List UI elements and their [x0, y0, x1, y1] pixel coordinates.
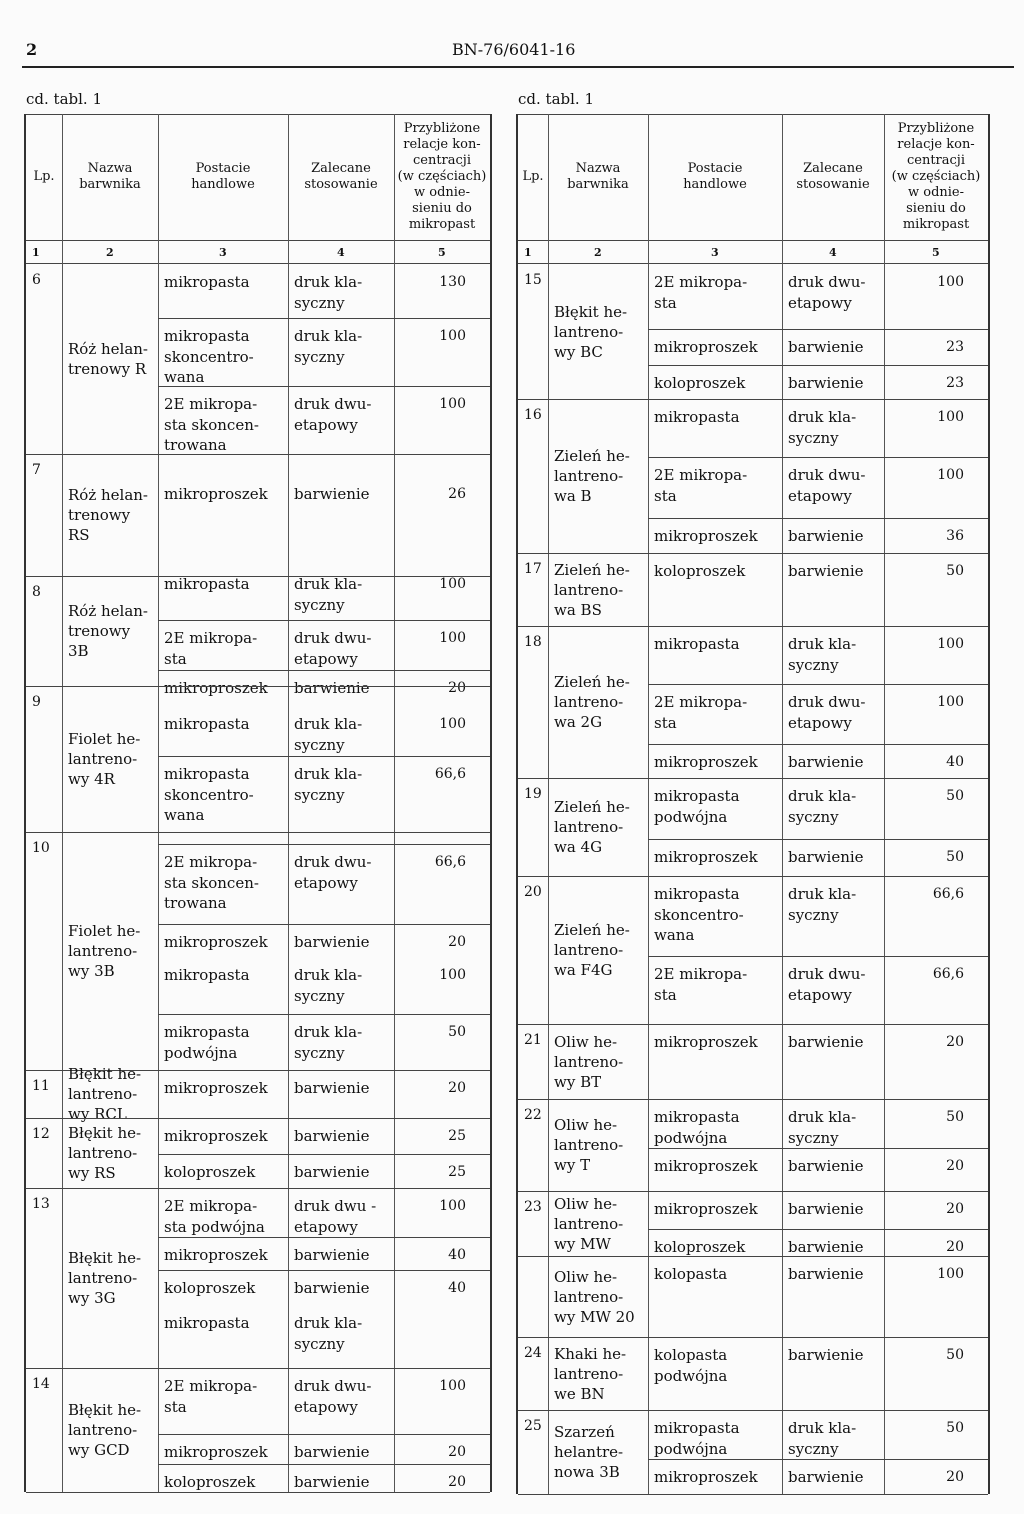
row-separator — [648, 744, 988, 745]
header-cell — [648, 114, 782, 240]
commercial-form: mikropasta skoncentro- wana — [164, 327, 254, 386]
concentration-value: 20 — [448, 934, 466, 950]
row-number: 7 — [32, 462, 41, 478]
concentration-value: 50 — [946, 788, 964, 804]
group-separator — [518, 1191, 988, 1192]
row-separator — [648, 518, 988, 519]
header-cell-text: Przybliżone relacje kon- centracji (w częściach) w odnie- sieniu do mikropast — [891, 121, 981, 232]
row-separator — [648, 839, 988, 840]
recommended-use: barwienie — [788, 338, 864, 356]
row-number: 25 — [524, 1418, 542, 1434]
column-divider — [782, 264, 783, 1494]
commercial-form: mikroproszek — [654, 1157, 758, 1175]
dye-name: Zieleń he- lantreno- wa F4G — [554, 921, 630, 979]
column-number: 4 — [337, 246, 345, 259]
row-separator — [158, 1434, 490, 1435]
concentration-value: 20 — [946, 1469, 964, 1485]
header-cell — [394, 114, 490, 240]
recommended-use: barwienie — [788, 562, 864, 580]
commercial-form: 2E mikropa- sta — [654, 466, 748, 505]
commercial-form: mikropasta podwójna — [164, 1023, 250, 1062]
commercial-form: 2E mikropa- sta skoncen- trowana — [164, 853, 259, 912]
header-cell — [518, 114, 548, 240]
group-separator — [26, 1188, 490, 1189]
concentration-value: 20 — [448, 1474, 466, 1490]
recommended-use: barwienie — [294, 933, 370, 951]
header-column-divider — [648, 114, 649, 264]
group-separator — [518, 1024, 988, 1025]
concentration-value: 130 — [439, 274, 466, 290]
group-separator — [518, 1256, 988, 1257]
header-column-divider — [782, 114, 783, 264]
commercial-form: mikropasta podwójna — [654, 787, 740, 826]
row-separator — [648, 1459, 988, 1460]
concentration-value: 20 — [946, 1239, 964, 1255]
dye-name: Fiolet he- lantreno- wy 4R — [68, 730, 141, 788]
recommended-use: barwienie — [788, 1468, 864, 1486]
row-separator — [158, 1270, 490, 1271]
header-cell-text: Lp. — [33, 169, 55, 184]
commercial-form: mikropasta — [654, 635, 740, 653]
recommended-use: druk kla- syczny — [294, 273, 363, 312]
commercial-form: mikroproszek — [654, 1200, 758, 1218]
row-number: 19 — [524, 786, 542, 802]
concentration-value: 40 — [448, 1247, 466, 1263]
commercial-form: mikroproszek — [164, 1443, 268, 1461]
column-divider — [648, 264, 649, 1494]
recommended-use: druk dwu - etapowy — [294, 1197, 377, 1236]
header-cell — [26, 114, 62, 240]
commercial-form: mikropasta — [164, 1314, 250, 1332]
commercial-form: mikroproszek — [164, 679, 268, 697]
column-number: 2 — [106, 246, 114, 259]
commercial-form: 2E mikropa- sta — [654, 273, 748, 312]
recommended-use: druk kla- syczny — [294, 715, 363, 754]
row-number: 21 — [524, 1032, 542, 1048]
commercial-form: 2E mikropa- sta — [164, 629, 258, 668]
concentration-value: 100 — [937, 409, 964, 425]
commercial-form: mikroproszek — [654, 1033, 758, 1051]
concentration-value: 20 — [448, 680, 466, 696]
recommended-use: barwienie — [788, 753, 864, 771]
concentration-value: 100 — [937, 694, 964, 710]
header-cell-text: Postacie handlowe — [191, 161, 255, 192]
recommended-use: druk dwu- etapowy — [788, 273, 866, 312]
row-separator — [158, 620, 490, 621]
recommended-use: barwienie — [294, 679, 370, 697]
recommended-use: druk kla- syczny — [788, 885, 857, 924]
recommended-use: druk kla- syczny — [294, 327, 363, 366]
recommended-use: druk dwu- etapowy — [294, 395, 372, 434]
header-column-divider — [288, 114, 289, 264]
header-column-divider — [158, 114, 159, 264]
commercial-form: mikroproszek — [164, 485, 268, 503]
group-separator — [518, 876, 988, 877]
concentration-value: 50 — [946, 849, 964, 865]
dye-name: Błękit he- lantreno- wy RCL — [68, 1065, 142, 1123]
column-number: 1 — [524, 246, 532, 259]
group-separator — [518, 778, 988, 779]
recommended-use: barwienie — [788, 1157, 864, 1175]
commercial-form: mikropasta — [164, 273, 250, 291]
dye-name: Róż helan- trenowy RS — [68, 486, 149, 544]
header-rule — [22, 66, 1014, 68]
commercial-form: mikroproszek — [654, 753, 758, 771]
commercial-form: mikropasta skoncentro- wana — [164, 765, 254, 824]
group-separator — [26, 1118, 490, 1119]
row-separator — [648, 1229, 988, 1230]
row-number: 17 — [524, 561, 542, 577]
commercial-form: kolopasta — [654, 1265, 728, 1283]
concentration-value: 20 — [946, 1158, 964, 1174]
row-number: 14 — [32, 1376, 50, 1392]
row-number: 22 — [524, 1107, 542, 1123]
header-cell-text: Nazwa barwnika — [567, 161, 629, 192]
concentration-value: 100 — [439, 630, 466, 646]
recommended-use: barwienie — [294, 485, 370, 503]
recommended-use: barwienie — [294, 1127, 370, 1145]
row-separator — [158, 670, 490, 671]
dye-name: Błękit he- lantreno- wy BC — [554, 303, 628, 361]
commercial-form: 2E mikropa- sta — [654, 693, 748, 732]
group-separator — [26, 454, 490, 455]
row-number: 6 — [32, 272, 41, 288]
recommended-use: barwienie — [788, 1265, 864, 1283]
row-number: 24 — [524, 1345, 542, 1361]
recommended-use: barwienie — [294, 1473, 370, 1491]
recommended-use: barwienie — [788, 1033, 864, 1051]
header-cell-text: Zalecane stosowanie — [796, 161, 870, 192]
recommended-use: druk kla- syczny — [294, 966, 363, 1005]
row-separator — [158, 924, 490, 925]
concentration-value: 36 — [946, 528, 964, 544]
commercial-form: mikropasta — [654, 408, 740, 426]
header-cell — [548, 114, 648, 240]
concentration-value: 100 — [937, 636, 964, 652]
column-divider — [394, 264, 395, 1492]
recommended-use: barwienie — [788, 527, 864, 545]
commercial-form: mikroproszek — [654, 338, 758, 356]
concentration-value: 66,6 — [932, 886, 964, 902]
table-bottom-rule — [26, 1492, 490, 1493]
row-separator — [158, 756, 490, 757]
recommended-use: barwienie — [294, 1163, 370, 1181]
concentration-value: 50 — [448, 1024, 466, 1040]
concentration-value: 100 — [439, 576, 466, 592]
concentration-value: 66,6 — [932, 966, 964, 982]
row-number: 18 — [524, 634, 542, 650]
concentration-value: 20 — [448, 1444, 466, 1460]
recommended-use: druk dwu- etapowy — [788, 693, 866, 732]
dye-name: Róż helan- trenowy R — [68, 340, 149, 378]
row-separator — [648, 365, 988, 366]
recommended-use: druk kla- syczny — [294, 1314, 363, 1353]
commercial-form: mikroproszek — [164, 1246, 268, 1264]
row-separator — [158, 844, 490, 845]
recommended-use: barwienie — [788, 1346, 864, 1364]
row-number: 23 — [524, 1199, 542, 1215]
row-number: 20 — [524, 884, 542, 900]
concentration-value: 100 — [439, 328, 466, 344]
concentration-value: 26 — [448, 486, 466, 502]
header-cell-text: Przybliżone relacje kon- centracji (w częściach) w odnie- sieniu do mikropast — [397, 121, 487, 232]
concentration-value: 50 — [946, 1109, 964, 1125]
column-divider — [62, 264, 63, 1492]
row-separator — [158, 386, 490, 387]
recommended-use: druk dwu- etapowy — [294, 1377, 372, 1416]
commercial-form: mikroproszek — [164, 1127, 268, 1145]
page-number: 2 — [26, 40, 38, 59]
dye-name: Oliw he- lantreno- wy MW 20 — [554, 1268, 635, 1326]
recommended-use: druk kla- syczny — [788, 635, 857, 674]
header-cell-text: Nazwa barwnika — [79, 161, 141, 192]
concentration-value: 23 — [946, 339, 964, 355]
concentration-value: 66,6 — [434, 854, 466, 870]
commercial-form: koloproszek — [164, 1279, 256, 1297]
recommended-use: barwienie — [294, 1279, 370, 1297]
concentration-value: 20 — [946, 1201, 964, 1217]
concentration-value: 25 — [448, 1164, 466, 1180]
concentration-value: 50 — [946, 563, 964, 579]
recommended-use: barwienie — [294, 1079, 370, 1097]
recommended-use: druk dwu- etapowy — [294, 853, 372, 892]
header-cell — [782, 114, 884, 240]
recommended-use: barwienie — [788, 1238, 864, 1256]
column-number: 4 — [829, 246, 837, 259]
concentration-value: 100 — [439, 1378, 466, 1394]
group-separator — [26, 1368, 490, 1369]
column-number: 3 — [219, 246, 227, 259]
row-number: 12 — [32, 1126, 50, 1142]
header-cell — [158, 114, 288, 240]
header-cell — [62, 114, 158, 240]
dye-name: Oliw he- lantreno- wy MW — [554, 1195, 624, 1253]
header-column-divider — [548, 114, 549, 264]
dye-name: Zieleń he- lantreno- wa 4G — [554, 798, 630, 856]
row-number: 15 — [524, 272, 542, 288]
document-id: BN-76/6041-16 — [452, 40, 576, 59]
commercial-form: mikropasta podwójna — [654, 1108, 740, 1147]
recommended-use: barwienie — [294, 1246, 370, 1264]
right-table — [516, 114, 990, 1494]
commercial-form: koloproszek — [164, 1163, 256, 1181]
concentration-value: 100 — [439, 967, 466, 983]
dye-name: Zieleń he- lantreno- wa B — [554, 447, 630, 505]
row-number: 13 — [32, 1196, 50, 1212]
concentration-value: 50 — [946, 1347, 964, 1363]
recommended-use: druk dwu- etapowy — [294, 629, 372, 668]
header-cell-text: Zalecane stosowanie — [304, 161, 378, 192]
recommended-use: druk kla- syczny — [788, 787, 857, 826]
recommended-use: druk dwu- etapowy — [788, 466, 866, 505]
commercial-form: 2E mikropa- sta podwójna — [164, 1197, 265, 1236]
recommended-use: barwienie — [788, 1200, 864, 1218]
commercial-form: mikropasta skoncentro- wana — [654, 885, 744, 944]
row-number: 8 — [32, 584, 41, 600]
recommended-use: barwienie — [788, 848, 864, 866]
commercial-form: mikroproszek — [164, 1079, 268, 1097]
column-number-row — [518, 240, 988, 264]
dye-name: Oliw he- lantreno- wy T — [554, 1116, 624, 1174]
concentration-value: 100 — [439, 716, 466, 732]
recommended-use: druk kla- syczny — [294, 765, 363, 804]
row-number: 10 — [32, 840, 50, 856]
header-column-divider — [62, 114, 63, 264]
recommended-use: barwienie — [788, 374, 864, 392]
row-number: 11 — [32, 1078, 50, 1094]
recommended-use: druk kla- syczny — [788, 1419, 857, 1458]
table-bottom-rule — [518, 1494, 988, 1495]
group-separator — [518, 553, 988, 554]
column-number: 5 — [932, 246, 940, 259]
group-separator — [518, 1410, 988, 1411]
commercial-form: mikroproszek — [164, 933, 268, 951]
concentration-value: 40 — [946, 754, 964, 770]
recommended-use: druk kla- syczny — [788, 408, 857, 447]
dye-name: Fiolet he- lantreno- wy 3B — [68, 922, 141, 980]
dye-name: Oliw he- lantreno- wy BT — [554, 1033, 624, 1091]
group-separator — [26, 686, 490, 687]
row-separator — [648, 457, 988, 458]
commercial-form: 2E mikropa- sta skoncen- trowana — [164, 395, 259, 454]
commercial-form: mikroproszek — [654, 1468, 758, 1486]
concentration-value: 40 — [448, 1280, 466, 1296]
commercial-form: 2E mikropa- sta — [654, 965, 748, 1004]
dye-name: Błękit he- lantreno- wy GCD — [68, 1401, 142, 1459]
row-separator — [648, 956, 988, 957]
dye-name: Szarzeń helantre- nowa 3B — [554, 1423, 624, 1481]
row-number: 9 — [32, 694, 41, 710]
recommended-use: barwienie — [294, 1443, 370, 1461]
column-number: 3 — [711, 246, 719, 259]
concentration-value: 100 — [439, 396, 466, 412]
row-number: 16 — [524, 407, 542, 423]
header-column-divider — [884, 114, 885, 264]
commercial-form: koloproszek — [164, 1473, 256, 1491]
concentration-value: 20 — [448, 1080, 466, 1096]
dye-name: Khaki he- lantreno- we BN — [554, 1345, 627, 1403]
dye-name: Błękit he- lantreno- wy RS — [68, 1124, 142, 1182]
recommended-use: druk kla- syczny — [788, 1108, 857, 1147]
column-divider — [288, 264, 289, 1492]
column-divider — [884, 264, 885, 1494]
group-separator — [518, 1337, 988, 1338]
dye-name: Róż helan- trenowy 3B — [68, 602, 149, 660]
commercial-form: mikropasta podwójna — [654, 1419, 740, 1458]
group-separator — [518, 399, 988, 400]
recommended-use: druk dwu- etapowy — [788, 965, 866, 1004]
row-separator — [158, 1014, 490, 1015]
commercial-form: mikroproszek — [654, 527, 758, 545]
row-separator — [648, 684, 988, 685]
recommended-use: druk kla- syczny — [294, 575, 363, 614]
column-number: 2 — [594, 246, 602, 259]
commercial-form: koloproszek — [654, 1238, 746, 1256]
concentration-value: 100 — [439, 1198, 466, 1214]
concentration-value: 23 — [946, 375, 964, 391]
group-separator — [26, 832, 490, 833]
commercial-form: mikropasta — [164, 715, 250, 733]
left-table — [24, 114, 492, 1492]
recommended-use: druk kla- syczny — [294, 1023, 363, 1062]
header-cell — [288, 114, 394, 240]
column-number: 5 — [438, 246, 446, 259]
concentration-value: 20 — [946, 1034, 964, 1050]
concentration-value: 66,6 — [434, 766, 466, 782]
commercial-form: mikropasta — [164, 966, 250, 984]
commercial-form: 2E mikropa- sta — [164, 1377, 258, 1416]
commercial-form: koloproszek — [654, 562, 746, 580]
row-separator — [158, 318, 490, 319]
dye-name: Błękit he- lantreno- wy 3G — [68, 1249, 142, 1307]
header-cell-text: Postacie handlowe — [683, 161, 747, 192]
concentration-value: 100 — [937, 467, 964, 483]
column-divider — [158, 264, 159, 1492]
column-number: 1 — [32, 246, 40, 259]
commercial-form: kolopasta podwójna — [654, 1346, 728, 1385]
column-number-row — [26, 240, 490, 264]
header-cell — [884, 114, 988, 240]
header-column-divider — [394, 114, 395, 264]
row-separator — [648, 1148, 988, 1149]
concentration-value: 50 — [946, 1420, 964, 1436]
group-separator — [518, 626, 988, 627]
row-separator — [648, 329, 988, 330]
left-table-caption: cd. tabl. 1 — [26, 90, 102, 108]
row-separator — [158, 1237, 490, 1238]
dye-name: Zieleń he- lantreno- wa 2G — [554, 673, 630, 731]
commercial-form: mikroproszek — [654, 848, 758, 866]
concentration-value: 25 — [448, 1128, 466, 1144]
concentration-value: 100 — [937, 274, 964, 290]
group-separator — [518, 1099, 988, 1100]
right-table-caption: cd. tabl. 1 — [518, 90, 594, 108]
row-separator — [158, 1154, 490, 1155]
commercial-form: koloproszek — [654, 374, 746, 392]
row-separator — [158, 1464, 490, 1465]
dye-name: Zieleń he- lantreno- wa BS — [554, 561, 630, 619]
commercial-form: mikropasta — [164, 575, 250, 593]
column-divider — [548, 264, 549, 1494]
header-cell-text: Lp. — [522, 169, 544, 184]
concentration-value: 100 — [937, 1266, 964, 1282]
